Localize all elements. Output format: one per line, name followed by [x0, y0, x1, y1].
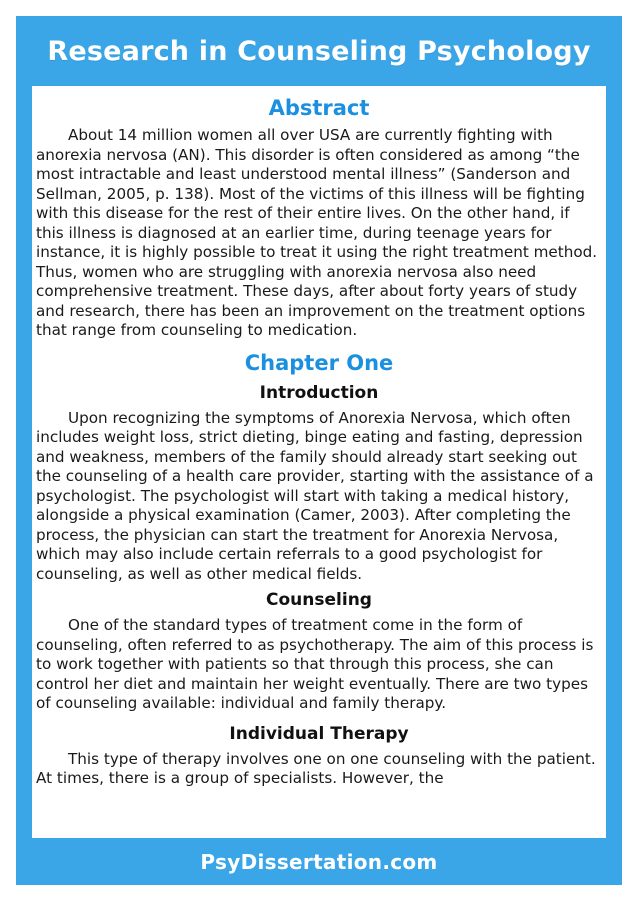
footer-site-name: PsyDissertation.com [200, 849, 438, 874]
individual-therapy-paragraph: This type of therapy involves one on one counseling with the patient. At times, there is a group of specialists. However, the [36, 749, 596, 787]
abstract-heading: Abstract [268, 96, 370, 120]
header-title: Research in Counseling Psychology [47, 35, 591, 67]
abstract-paragraph: About 14 million women all over USA are currently fighting with anorexia nervosa (AN). This disorder is often considered as among “the most intractable and least understood mental illness” (Sanderson and Sellman, 2005, p. 138). Most of the victims of this illness will be fighting with this disease for the rest of their entire lives. On the other hand, if this illness is diagnosed at an earlier time, during teenage years for instance, it is highly possible to treat it using the right treatment method. Thus, women who are struggling with anorexia nervosa also need comprehensive treatment. These days, after about forty years of study and research, there has been an improvement on the treatment options that range from counseling to medication. [36, 126, 598, 339]
introduction-heading: Introduction [259, 382, 379, 403]
individual-therapy-heading: Individual Therapy [229, 723, 409, 744]
introduction-paragraph: Upon recognizing the symptoms of Anorexia Nervosa, which often includes weight loss, strict dieting, binge eating and fasting, depression and weakness, members of the family should already start seeking out the counseling of a health care provider, starting with the assistance of a psychologist. The psychologist will start with taking a medical history, alongside a physical examination (Camer, 2003). After completing the process, the physician can start the treatment for Anorexia Nervosa, which may also include certain referrals to a good psychologist for counseling, as well as other medical fields. [36, 408, 594, 583]
page-frame [16, 16, 622, 885]
counseling-heading: Counseling [266, 590, 372, 610]
header-banner [16, 16, 622, 86]
chapter-heading: Chapter One [244, 350, 394, 375]
document-body [32, 86, 606, 838]
footer-banner [16, 838, 622, 885]
counseling-paragraph: One of the standard types of treatment come in the form of counseling, often referred to as psychotherapy. The aim of this process is to work together with patients so that through this process, she can control her diet and maintain her weight eventually. There are two types of counseling available: individual and family therapy. [36, 616, 594, 712]
